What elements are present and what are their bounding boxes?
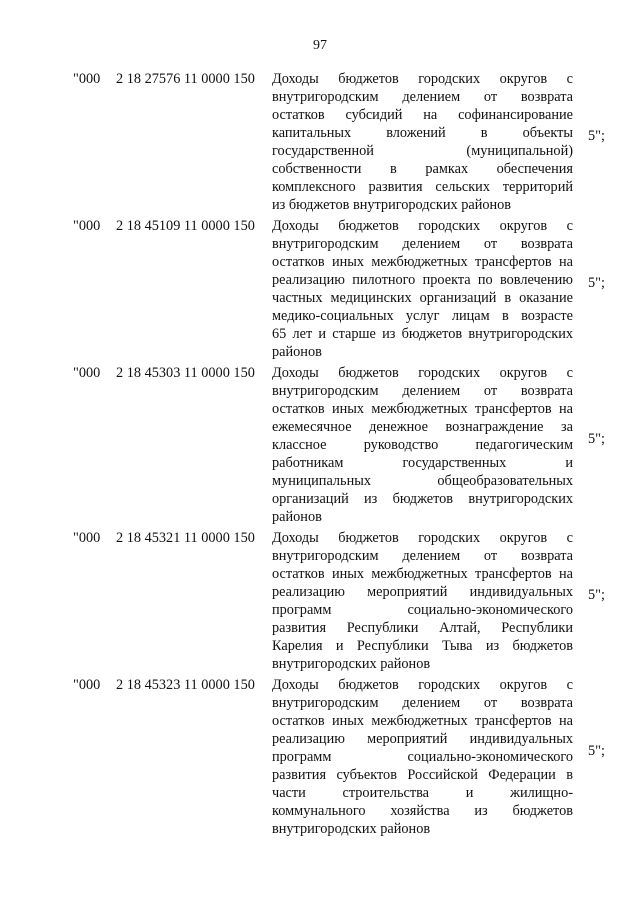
- description-line: программ социально-экономического: [272, 602, 573, 618]
- income-description: [272, 676, 573, 838]
- description-line: внутригородских районов: [272, 821, 431, 837]
- description-line: остатков субсидий на софинансирование: [272, 107, 573, 123]
- description-line: организаций из бюджетов внутригородских: [272, 491, 573, 507]
- description-line: Доходы бюджетов городских округов с: [272, 218, 573, 234]
- table-row: [0, 70, 640, 214]
- description-line: реализацию мероприятий индивидуальных: [272, 584, 573, 600]
- description-line: районов: [272, 344, 322, 360]
- rate-mark: 5";: [588, 128, 605, 144]
- description-line: муниципальных общеобразовательных: [272, 473, 573, 489]
- description-line: реализацию пилотного проекта по вовлечению: [272, 272, 573, 288]
- description-line: внутригородским делением от возврата: [272, 89, 573, 105]
- description-line: ежемесячное денежное вознаграждение за: [272, 419, 573, 435]
- description-line: государственной (муниципальной): [272, 143, 573, 159]
- description-line: капитальных вложений в объекты: [272, 125, 573, 141]
- description-line: остатков иных межбюджетных трансфертов на: [272, 566, 573, 582]
- description-line: комплексного развития сельских территорий: [272, 179, 573, 195]
- admin-code: "000: [73, 677, 101, 693]
- description-line: внутригородским делением от возврата: [272, 383, 573, 399]
- income-description: [272, 70, 573, 214]
- description-line: развития субъектов Российской Федерации в: [272, 767, 573, 783]
- description-line: остатков иных межбюджетных трансфертов на: [272, 254, 573, 270]
- description-line: Доходы бюджетов городских округов с: [272, 71, 573, 87]
- table-row: [0, 676, 640, 838]
- budget-classification-code: 2 18 45321 11 0000 150: [116, 530, 255, 546]
- description-line: классное руководство педагогическим: [272, 437, 573, 453]
- description-line: районов: [272, 509, 322, 525]
- income-description: [272, 217, 573, 361]
- description-line: работникам государственных и: [272, 455, 573, 471]
- description-line: внутригородским делением от возврата: [272, 548, 573, 564]
- page-number: 97: [313, 38, 327, 53]
- description-line: остатков иных межбюджетных трансфертов на: [272, 713, 573, 729]
- table-row: [0, 217, 640, 361]
- income-description: [272, 529, 573, 673]
- admin-code: "000: [73, 71, 101, 87]
- description-line: медико-социальных услуг лицам в возрасте: [272, 308, 573, 324]
- rate-mark: 5";: [588, 587, 605, 603]
- description-line: Доходы бюджетов городских округов с: [272, 365, 573, 381]
- description-line: реализацию мероприятий индивидуальных: [272, 731, 573, 747]
- description-line: части строительства и жилищно-: [272, 785, 573, 801]
- budget-classification-code: 2 18 45303 11 0000 150: [116, 365, 255, 381]
- description-line: программ социально-экономического: [272, 749, 573, 765]
- rate-mark: 5";: [588, 743, 605, 759]
- description-line: Доходы бюджетов городских округов с: [272, 677, 573, 693]
- description-line: собственности в рамках обеспечения: [272, 161, 573, 177]
- income-description: [272, 364, 573, 526]
- budget-classification-code: 2 18 45109 11 0000 150: [116, 218, 255, 234]
- table-row: [0, 364, 640, 526]
- table-row: [0, 529, 640, 673]
- description-line: частных медицинских организаций в оказание: [272, 290, 573, 306]
- description-line: Доходы бюджетов городских округов с: [272, 530, 573, 546]
- rate-mark: 5";: [588, 275, 605, 291]
- admin-code: "000: [73, 218, 101, 234]
- budget-classification-code: 2 18 27576 11 0000 150: [116, 71, 255, 87]
- description-line: Карелия и Республики Тыва из бюджетов: [272, 638, 573, 654]
- description-line: коммунального хозяйства из бюджетов: [272, 803, 573, 819]
- admin-code: "000: [73, 530, 101, 546]
- codes-table: [0, 70, 640, 841]
- description-line: развития Республики Алтай, Республики: [272, 620, 573, 636]
- description-line: остатков иных межбюджетных трансфертов на: [272, 401, 573, 417]
- admin-code: "000: [73, 365, 101, 381]
- description-line: внутригородским делением от возврата: [272, 236, 573, 252]
- rate-mark: 5";: [588, 431, 605, 447]
- budget-classification-code: 2 18 45323 11 0000 150: [116, 677, 255, 693]
- description-line: из бюджетов внутригородских районов: [272, 197, 512, 213]
- description-line: внутригородских районов: [272, 656, 431, 672]
- description-line: 65 лет и старше из бюджетов внутригородских: [272, 326, 573, 342]
- description-line: внутригородским делением от возврата: [272, 695, 573, 711]
